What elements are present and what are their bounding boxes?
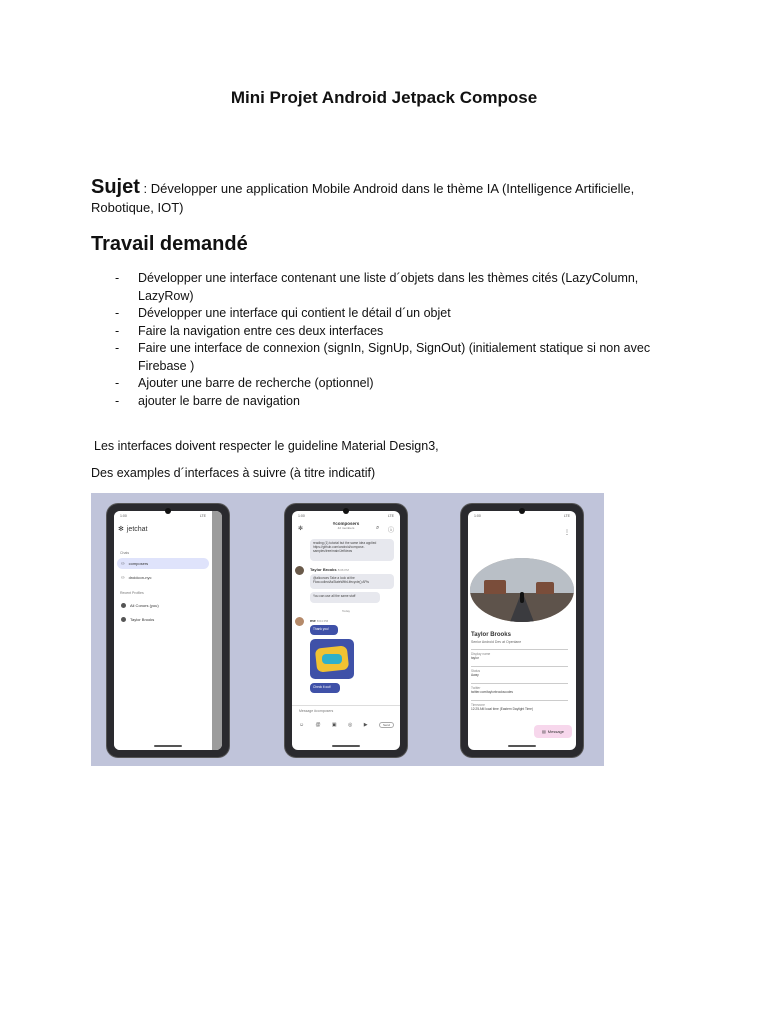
jetchat-logo-icon[interactable]: ✻ (298, 526, 304, 532)
task-item: - Ajouter une barre de recherche (optionnel) (115, 376, 374, 390)
chat-icon: ▤ (541, 729, 546, 734)
video-icon[interactable]: ▶ (363, 722, 368, 728)
camera-icon (165, 508, 171, 514)
phone-conversation (285, 504, 407, 757)
profile-field: Display name taylor (471, 649, 568, 660)
profile-field: Timezone 12:25 AM local time (Eastern Daylight Time) (471, 700, 568, 711)
message-author: me 8:04 PM (310, 618, 329, 623)
profile-name: Taylor Brooks (471, 632, 511, 638)
nav-drawer: 1:00 LTE ✻ jetchat Chats ⚇ composers ⚇ droidcon-nyc Recent Profiles Ali Conors (you) Taylor Brooks (114, 511, 212, 750)
phone-drawer (107, 504, 229, 757)
task-item: - Développer une interface contenant une liste d´objets dans les thèmes cités (LazyColumn, LazyRow) (115, 271, 639, 303)
home-indicator (332, 745, 360, 747)
channel-header: #composers 42 members (332, 521, 360, 530)
drawer-profile-ali[interactable]: Ali Conors (you) (117, 600, 209, 611)
message-button[interactable]: ▤ Message (534, 725, 572, 738)
home-indicator (508, 745, 536, 747)
avatar (121, 603, 126, 608)
send-button[interactable]: Send (379, 722, 394, 728)
profile-field: Twitter twitter.com/taylorbrookscodes (471, 683, 568, 694)
examples-paragraph: Des examples d´interfaces à suivre (à titre indicatif) (91, 466, 376, 480)
search-icon[interactable]: ⌕ (376, 525, 380, 531)
group-icon: ⚇ (121, 561, 125, 566)
camera-icon (519, 508, 525, 514)
chats-section-label: Chats (120, 551, 130, 555)
message-bubble: reading (1) tutorial but the same idea applied https://github.com/android/compose-samples/tree/main/JetNews (310, 539, 394, 561)
app-header (118, 525, 148, 533)
camera-icon (343, 508, 349, 514)
message-bubble: Check it out! (310, 683, 340, 693)
composer-toolbar (299, 722, 394, 728)
drawer-item-composers[interactable]: ⚇ composers (117, 558, 209, 569)
task-item: - Faire une interface de connexion (signIn, SignUp, SignOut) (initialement statique si non avec Firebase ) (115, 341, 651, 373)
task-item: - Faire la navigation entre ces deux interfaces (115, 323, 384, 338)
message-bubble: Thank you! (310, 625, 338, 635)
group-icon: ⚇ (121, 575, 125, 580)
scrim (212, 511, 222, 750)
phone-profile (461, 504, 583, 757)
avatar[interactable] (295, 566, 304, 575)
app-name: jetchat (126, 525, 148, 533)
avatar[interactable] (295, 617, 304, 626)
document-title: Mini Projet Android Jetpack Compose (230, 88, 538, 107)
message-bubble: You can use all the same stuff (310, 592, 380, 603)
phone-screen (114, 511, 222, 750)
message-input[interactable]: Message #composers (299, 709, 334, 713)
sujet-label: Sujet (91, 176, 140, 198)
phone-screen: 1:00 LTE ⋮ Taylor Brooks Senior Android Dev at Openlane Display name taylor Status Away Twitter twitter.com/taylorbrookscodes Timezone 12:25 AM local time (Eastern Daylight Time) ▤ Message (468, 511, 576, 750)
task-item: - Développer une interface qui contient le détail d´un objet (115, 306, 451, 320)
location-icon[interactable]: ◎ (348, 722, 353, 728)
phone-screen: 1:00 LTE ✻ #composers 42 members ⌕ ⓘ reading (1) tutorial but the same idea applied https://github.com/android/compose-samples/tree/main/JetNews Taylor Brooks 8:06 PM @aliconors Take a look at the Flow.collectAsStateWithLifecycle() APIs You can use all the same stuff Today me 8:04 PM Thank you! Check it out! Message #composers ☺ @ ▣ ◎ ▶ Send (292, 511, 400, 750)
example-screens-figure (91, 493, 604, 766)
profile-position: Senior Android Dev at Openlane (471, 640, 522, 644)
home-indicator (154, 745, 182, 747)
drawer-item-droidcon[interactable]: ⚇ droidcon-nyc (121, 575, 152, 580)
guideline-paragraph: Les interfaces doivent respecter le guideline Material Design3, (94, 439, 439, 453)
avatar (121, 617, 126, 622)
task-list (115, 270, 675, 410)
more-icon[interactable]: ⋮ (564, 530, 570, 536)
thank-you-sticker (310, 639, 354, 679)
sujet-text: : Développer une application Mobile Android dans le thème IA (Intelligence Artificielle, Robotique, IOT) (91, 181, 635, 215)
info-icon[interactable]: ⓘ (388, 528, 395, 534)
recent-profiles-label: Recent Profiles (120, 591, 144, 595)
sujet-paragraph (91, 178, 671, 217)
task-item: - ajouter le barre de navigation (115, 393, 300, 408)
date-divider: Today (341, 609, 350, 613)
profile-photo (470, 558, 574, 622)
travail-heading: Travail demandé (91, 233, 248, 255)
drawer-profile-taylor[interactable]: Taylor Brooks (117, 614, 209, 625)
chat-logo-icon: ✻ (118, 526, 124, 533)
emoji-icon[interactable]: ☺ (299, 722, 305, 728)
mention-icon[interactable]: @ (315, 722, 321, 728)
image-icon[interactable]: ▣ (331, 722, 337, 728)
profile-field: Status Away (471, 666, 568, 677)
message-author: Taylor Brooks 8:06 PM (310, 567, 349, 572)
message-bubble: @aliconors Take a look at the Flow.collectAsStateWithLifecycle() APIs (310, 574, 394, 589)
